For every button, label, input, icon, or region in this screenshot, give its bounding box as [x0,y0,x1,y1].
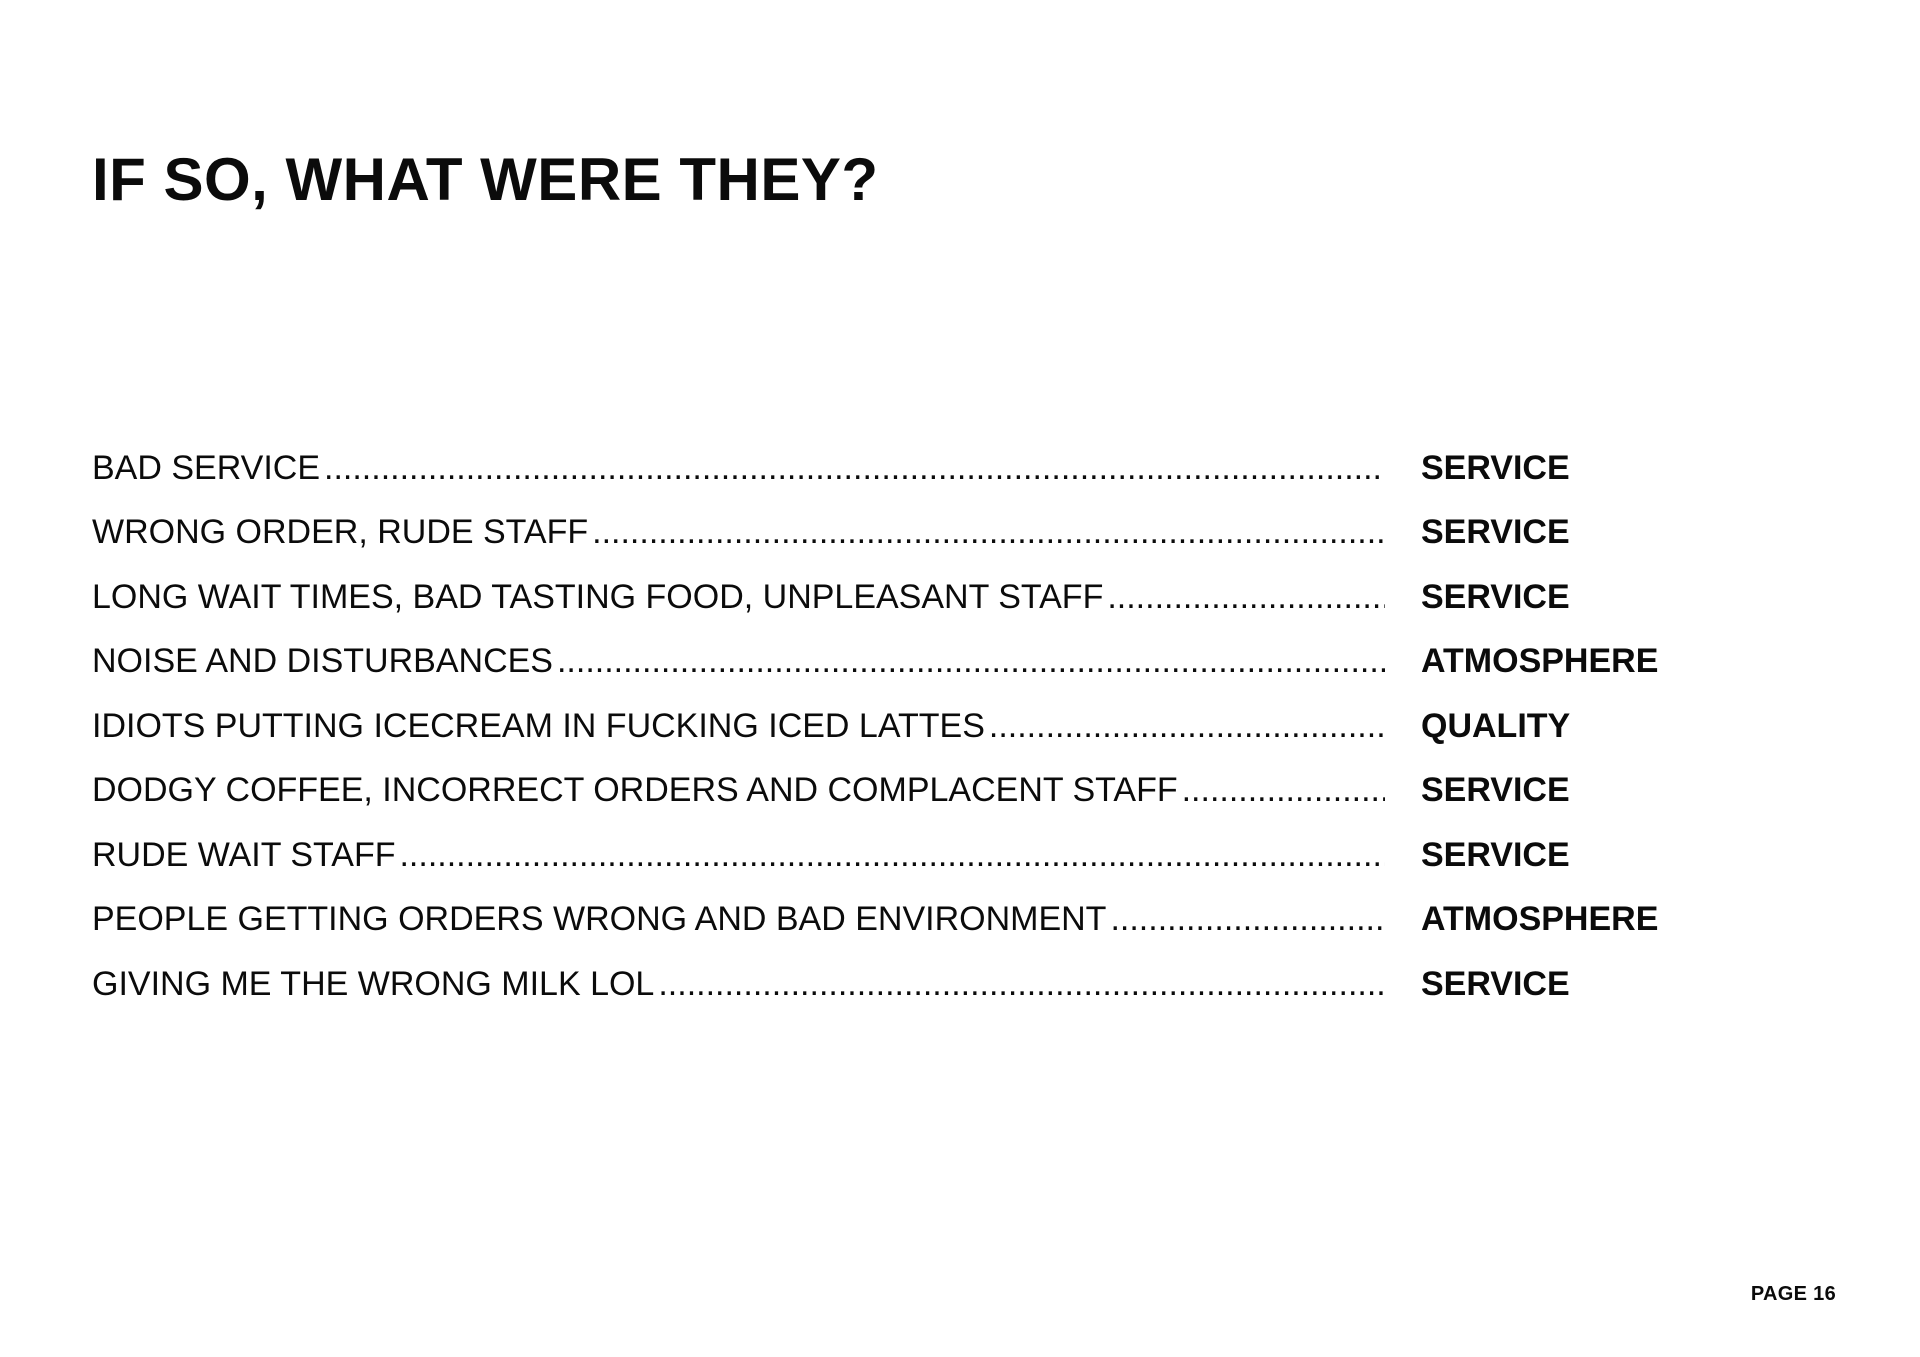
response-category: ATMOSPHERE [1421,900,1659,939]
response-leader [92,771,1385,810]
response-text: IDIOTS PUTTING ICECREAM IN FUCKING ICED LATTES [92,706,985,745]
response-leader [92,513,1385,552]
response-text: BAD SERVICE [92,448,321,487]
response-leader [92,900,1385,939]
response-leader [92,578,1385,617]
dot-leader [1110,900,1385,939]
response-category: SERVICE [1421,577,1570,616]
response-text: RUDE WAIT STAFF [92,835,396,874]
response-row [92,565,1712,630]
dot-leader [658,965,1385,1004]
response-row [92,888,1712,953]
response-category: SERVICE [1421,964,1570,1003]
response-leader [92,707,1385,746]
page-title: IF SO, WHAT WERE THEY? [92,146,879,213]
response-row [92,823,1712,888]
dot-leader [1182,771,1385,810]
response-leader [92,449,1385,488]
response-text: DODGY COFFEE, INCORRECT ORDERS AND COMPLACENT STAFF [92,771,1178,810]
dot-leader [592,513,1385,552]
response-row [92,952,1712,1017]
response-category: SERVICE [1421,771,1570,810]
response-category: SERVICE [1421,448,1570,487]
response-text: LONG WAIT TIMES, BAD TASTING FOOD, UNPLEASANT STAFF [92,577,1104,616]
response-row [92,759,1712,824]
dot-leader [324,449,1385,488]
response-row [92,694,1712,759]
response-text: PEOPLE GETTING ORDERS WRONG AND BAD ENVIRONMENT [92,900,1107,939]
response-list [92,436,1712,1017]
response-text: WRONG ORDER, RUDE STAFF [92,513,589,552]
response-row [92,501,1712,566]
dot-leader [557,642,1385,681]
response-category: SERVICE [1421,513,1570,552]
dot-leader [1107,578,1385,617]
response-row [92,630,1712,695]
page-number: PAGE 16 [1750,1283,1836,1305]
response-text: NOISE AND DISTURBANCES [92,642,553,681]
response-leader [92,642,1385,681]
response-leader [92,965,1385,1004]
response-row [92,436,1712,501]
dot-leader [989,707,1385,746]
response-leader [92,836,1385,875]
response-category: QUALITY [1421,706,1571,745]
response-category: ATMOSPHERE [1421,642,1659,681]
dot-leader [399,836,1385,875]
response-category: SERVICE [1421,835,1570,874]
response-text: GIVING ME THE WRONG MILK LOL [92,964,655,1003]
